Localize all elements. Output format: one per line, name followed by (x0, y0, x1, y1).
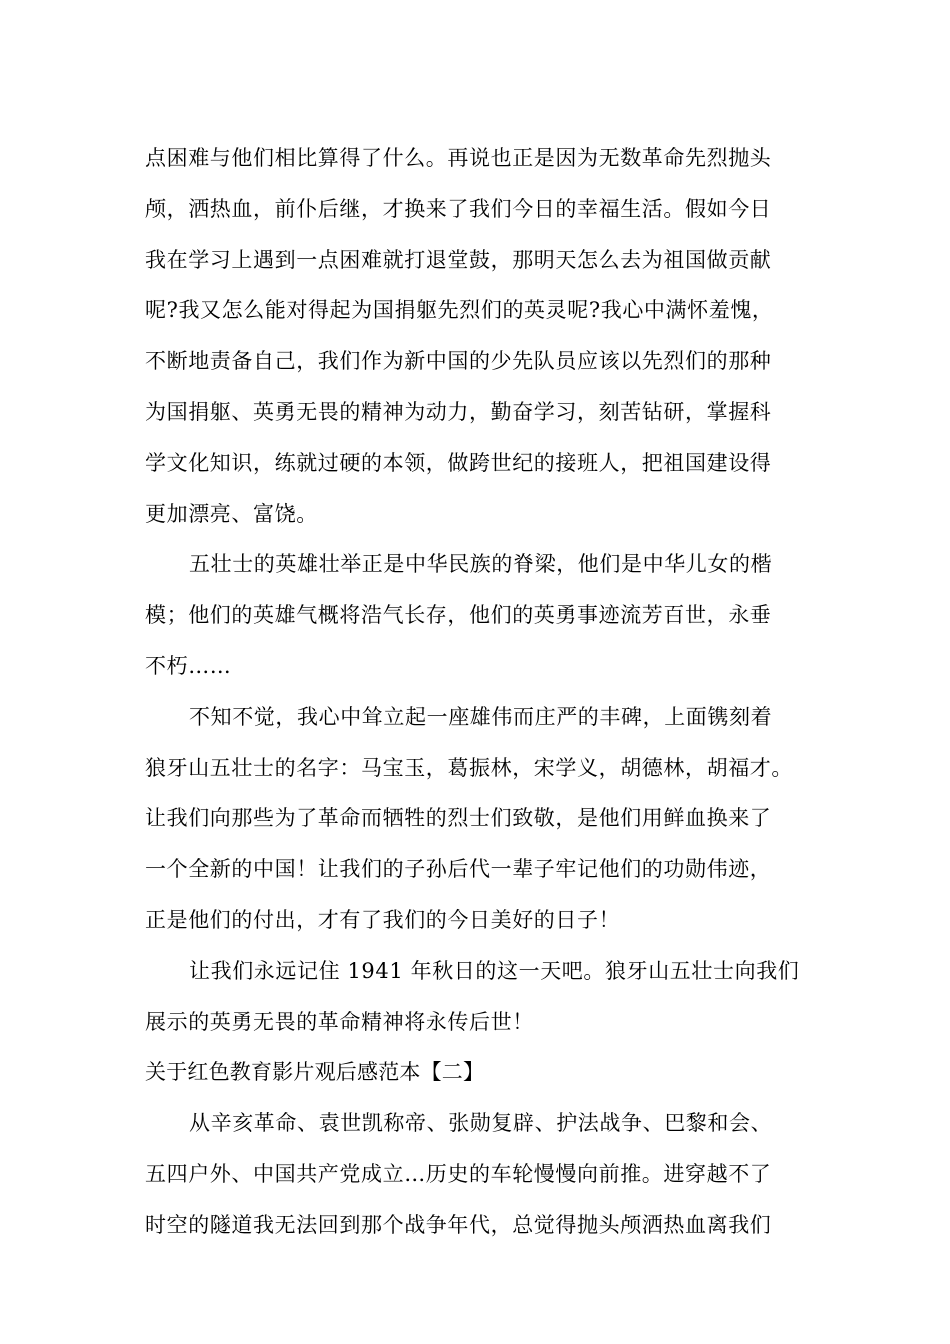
text-line: 不断地责备自己，我们作为新中国的少先队员应该以先烈们的那种 (145, 349, 772, 374)
text-line: 更加漂亮、富饶。 (145, 501, 318, 526)
text-line: 五四户外、中国共产党成立…历史的车轮慢慢向前推。进穿越不了 (145, 1161, 772, 1186)
text-line: 从辛亥革命、袁世凯称帝、张勋复辟、护法战争、巴黎和会、 (189, 1111, 773, 1136)
text-line: 时空的隧道我无法回到那个战争年代，总觉得抛头颅洒热血离我们 (145, 1212, 772, 1237)
text-line: 让我们永远记住 1941 年秋日的这一天吧。狼牙山五壮士向我们 (189, 958, 800, 983)
paragraph-2 (145, 539, 825, 691)
text-line: 正是他们的付出，才有了我们的今日美好的日子！ (145, 907, 621, 932)
text-line: 五壮士的英雄壮举正是中华民族的脊梁，他们是中华儿女的楷 (189, 552, 773, 577)
section-heading: 关于红色教育影片观后感范本【二】 (145, 1060, 485, 1085)
paragraph-3 (145, 692, 825, 946)
text-line: 狼牙山五壮士的名字：马宝玉，葛振林，宋学义，胡德林，胡福才。 (145, 755, 793, 780)
text-line: 一个全新的中国！让我们的子孙后代一辈子牢记他们的功勋伟迹， (145, 857, 772, 882)
text-line: 不知不觉，我心中耸立起一座雄伟而庄严的丰碑，上面镌刻着 (189, 704, 773, 729)
text-line: 为国捐躯、英勇无畏的精神为动力，勤奋学习，刻苦钻研，掌握科 (145, 399, 772, 424)
text-line: 我在学习上遇到一点困难就打退堂鼓，那明天怎么去为祖国做贡献 (145, 247, 772, 272)
paragraph-5 (145, 1098, 825, 1250)
text-line: 模；他们的英雄气概将浩气长存，他们的英勇事迹流芳百世，永垂 (145, 603, 772, 628)
paragraph-1 (145, 133, 825, 539)
text-line: 不朽…… (145, 653, 232, 678)
text-line: 呢?我又怎么能对得起为国捐躯先烈们的英灵呢?我心中满怀羞愧， (145, 298, 774, 323)
text-line: 点困难与他们相比算得了什么。再说也正是因为无数革命先烈抛头 (145, 146, 772, 170)
text-line: 让我们向那些为了革命而牺牲的烈士们致敬，是他们用鲜血换来了 (145, 806, 772, 831)
text-line: 学文化知识，练就过硬的本领，做跨世纪的接班人，把祖国建设得 (145, 450, 772, 475)
document-body (145, 133, 825, 1251)
text-line: 展示的英勇无畏的革命精神将永传后世！ (145, 1009, 534, 1034)
paragraph-4 (145, 946, 825, 1048)
text-line: 颅，洒热血，前仆后继，才换来了我们今日的幸福生活。假如今日 (145, 196, 772, 221)
